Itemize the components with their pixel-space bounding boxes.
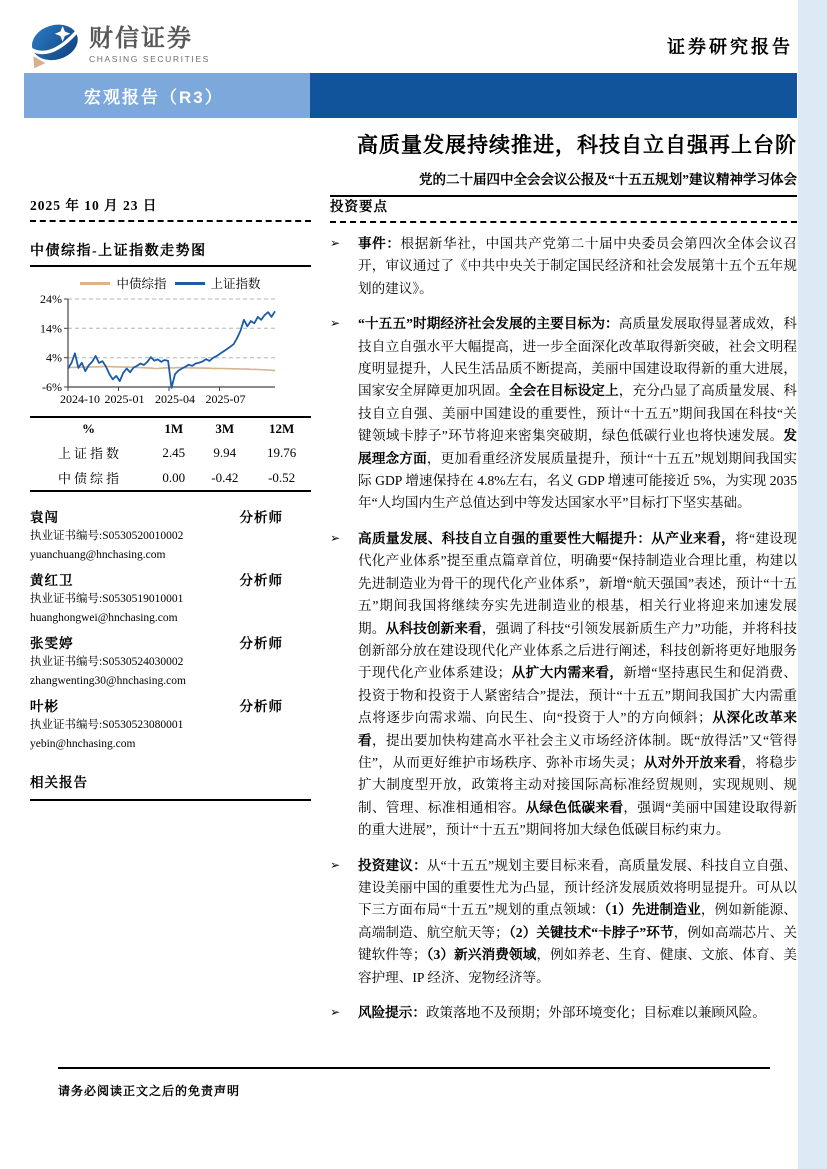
svg-text:2025-07: 2025-07 [205, 392, 246, 406]
analyst-cert: 执业证书编号:S0530523080001 [30, 719, 184, 731]
table-header-row [30, 417, 311, 440]
sse-line-swatch [175, 282, 205, 285]
bullet-investment-advice: 投资建议：从“十五五”规划主要目标来看，高质量发展、科技自立自强、建设美丽中国的重要性尤为凸显，预计经济发展质效将明显提升。可从以下三方面布局“十五五”规划的重点领域：（1）先进制造业，例如新能源、高端制造、航空航天等；（2）关键技术“卡脖子”环节，例如高端芯片、关键软件等；（3）新兴消费领域，例如养老、生育、健康、文旅、体育、美容护理、IP 经济、宠物经济等。 [358, 857, 798, 985]
bullet-arrow-icon: ➢ [330, 1005, 341, 1019]
list-item [330, 233, 797, 300]
svg-text:4%: 4% [46, 350, 62, 365]
analyst-email: huanghongwei@hnchasing.com [30, 612, 178, 624]
analyst-role: 分析师 [239, 699, 283, 714]
row-label: 中债综指 [58, 471, 123, 486]
key-points-column [330, 195, 797, 1037]
bullet-importance: 高质量发展、科技自立自强的重要性大幅提升：从产业来看，将“建设现代化产业体系”提至重点篇章首位，明确要“保持制造业合理比重，构建以先进制造业为骨干的现代化产业体系”，新增“航天强国”表述，预计“十五五”期间我国将继续夯实先进制造业的根基，相关行业将迎来加速发展期。从科技创新来看，强调了科技“引领发展新质生产力”功能，并将科技创新部分放在建设现代化产业体系之后进行阐述，科技创新将更好地服务于现代化产业体系建设；从扩大内需来看，新增“坚持惠民生和促消费、投资于物和投资于人紧密结合”提法，预计“十五五”期间我国扩大内需重点将逐步向需求端、向民生、向“投资于人”的方向倾斜；从深化改革来看，提出要加快构建高水平社会主义市场经济体制。既“放得活”又“管得住”，从而更好维护市场秩序、弥补市场失灵；从对外开放来看，将稳步扩大制度型开放，政策将主动对接国际高标准经贸规则，实现规则、规制、管理、标准相通相容。从绿色低碳来看，强调“美丽中国建设取得新的重大进展”，预计“十五五”期间将加大绿色低碳目标约束力。 [358, 530, 798, 838]
legend-label: 中债综指 [116, 277, 167, 291]
cell: 0.00 [162, 469, 186, 485]
col-header: 1M [164, 421, 184, 436]
related-reports-heading: 相关报告 [30, 771, 311, 801]
table-row [30, 465, 311, 491]
analyst-block [30, 695, 311, 753]
page-subtitle: 党的二十届四中全会会议公报及“十五五规划”建议精神学习体会 [330, 168, 797, 197]
trend-chart [30, 294, 311, 406]
svg-text:-6%: -6% [42, 380, 62, 394]
svg-text:14%: 14% [40, 321, 62, 336]
category-banner-dark-segment [310, 73, 797, 118]
chasing-securities-logo-icon [28, 20, 80, 70]
svg-text:24%: 24% [40, 294, 62, 306]
analyst-email: zhangwenting30@hnchasing.com [30, 675, 186, 687]
brand-name-en: CHASING SECURITIES [89, 54, 210, 64]
category-banner-label: 宏观报告（R3） [84, 88, 224, 107]
sidebar-column [30, 194, 311, 801]
svg-text:2025-01: 2025-01 [104, 392, 145, 406]
footer-divider [58, 1067, 770, 1069]
analyst-email: yuanchuang@hnchasing.com [30, 549, 166, 561]
cell: 9.94 [213, 444, 237, 460]
cell: 2.45 [162, 444, 186, 460]
page-edge-strip [798, 0, 827, 1169]
analyst-cert: 执业证书编号:S0530519010001 [30, 593, 184, 605]
list-item [330, 528, 797, 842]
bond-line-swatch [80, 282, 110, 285]
key-points-heading: 投资要点 [330, 195, 797, 223]
key-points-list [330, 233, 797, 1024]
analyst-name: 叶彬 [30, 699, 59, 714]
list-item [330, 1002, 797, 1024]
report-type-label: 证券研究报告 [667, 37, 793, 57]
bullet-arrow-icon: ➢ [330, 236, 341, 250]
bullet-event: 事件：根据新华社，中国共产党第二十届中央委员会第四次全体会议召开，审议通过了《中共中央关于制定国民经济和社会发展第十五个五年规划的建议》。 [358, 236, 798, 296]
bullet-arrow-icon: ➢ [330, 857, 341, 872]
analyst-name: 黄红卫 [30, 573, 74, 588]
analyst-list [30, 506, 311, 753]
col-header: 12M [268, 421, 295, 436]
svg-text:2025-04: 2025-04 [155, 392, 195, 406]
analyst-block [30, 569, 311, 627]
analyst-name: 张雯婷 [30, 636, 74, 651]
footer-disclaimer: 请务必阅读正文之后的免责声明 [58, 1084, 241, 1098]
bullet-risk-warning: 风险提示：政策落地不及预期；外部环境变化；目标难以兼顾风险。 [358, 1005, 766, 1020]
analyst-cert: 执业证书编号:S0530524030002 [30, 656, 184, 668]
list-item [330, 313, 797, 515]
legend-item-sse [175, 274, 261, 292]
legend-label: 上证指数 [210, 277, 261, 291]
analyst-name: 袁闯 [30, 510, 59, 525]
cell: -0.42 [211, 469, 239, 485]
chart-legend [30, 274, 311, 292]
row-label: 上证指数 [58, 446, 123, 461]
bullet-arrow-icon: ➢ [330, 316, 341, 331]
cell: -0.52 [268, 469, 296, 485]
title-block [330, 129, 797, 197]
analyst-role: 分析师 [239, 510, 283, 525]
analyst-block [30, 632, 311, 690]
col-header: 3M [215, 421, 235, 436]
performance-table [30, 416, 311, 492]
analyst-role: 分析师 [239, 636, 283, 651]
cell: 19.76 [267, 444, 297, 460]
company-logo [28, 20, 210, 70]
analyst-email: yebin@hnchasing.com [30, 738, 136, 750]
analyst-block [30, 506, 311, 564]
page-title: 高质量发展持续推进，科技自立自强再上台阶 [357, 133, 797, 157]
brand-name-cn: 财信证券 [89, 25, 193, 52]
bullet-arrow-icon: ➢ [330, 530, 341, 545]
legend-item-bond [80, 274, 166, 292]
table-row [30, 440, 311, 465]
chart-title: 中债综指-上证指数走势图 [30, 240, 311, 267]
col-header: % [82, 421, 99, 436]
analyst-cert: 执业证书编号:S0530520010002 [30, 530, 184, 542]
svg-text:2024-10: 2024-10 [60, 392, 100, 406]
report-date: 2025 年 10 月 23 日 [30, 194, 311, 222]
analyst-role: 分析师 [239, 573, 283, 588]
category-banner [24, 73, 797, 118]
list-item [330, 855, 797, 989]
category-banner-light-segment [24, 73, 310, 118]
bullet-goals: “十五五”时期经济社会发展的主要目标为：高质量发展取得显著成效，科技自立自强水平大幅提高，进一步全面深化改革取得新突破，社会文明程度明显提升，人民生活品质不断提高，美丽中国建设取得新的重大进展，国家安全屏障更加巩固。全会在目标设定上，充分凸显了高质量发展、科技自立自强、美丽中国建设的重要性，预计“十五五”期间我国在科技“关键领域卡脖子”环节将迎来密集突破期，绿色低碳行业也将快速发展。发展理念方面，更加看重经济发展质量提升，预计“十五五”规划期间我国实际 GDP 增速保持在 4.8%左右，名义 GDP 增速可能接近 5%，为实现 2035 年“人均国内生产总值达到中等发达国家水平”目标打下坚实基础。 [358, 316, 798, 511]
